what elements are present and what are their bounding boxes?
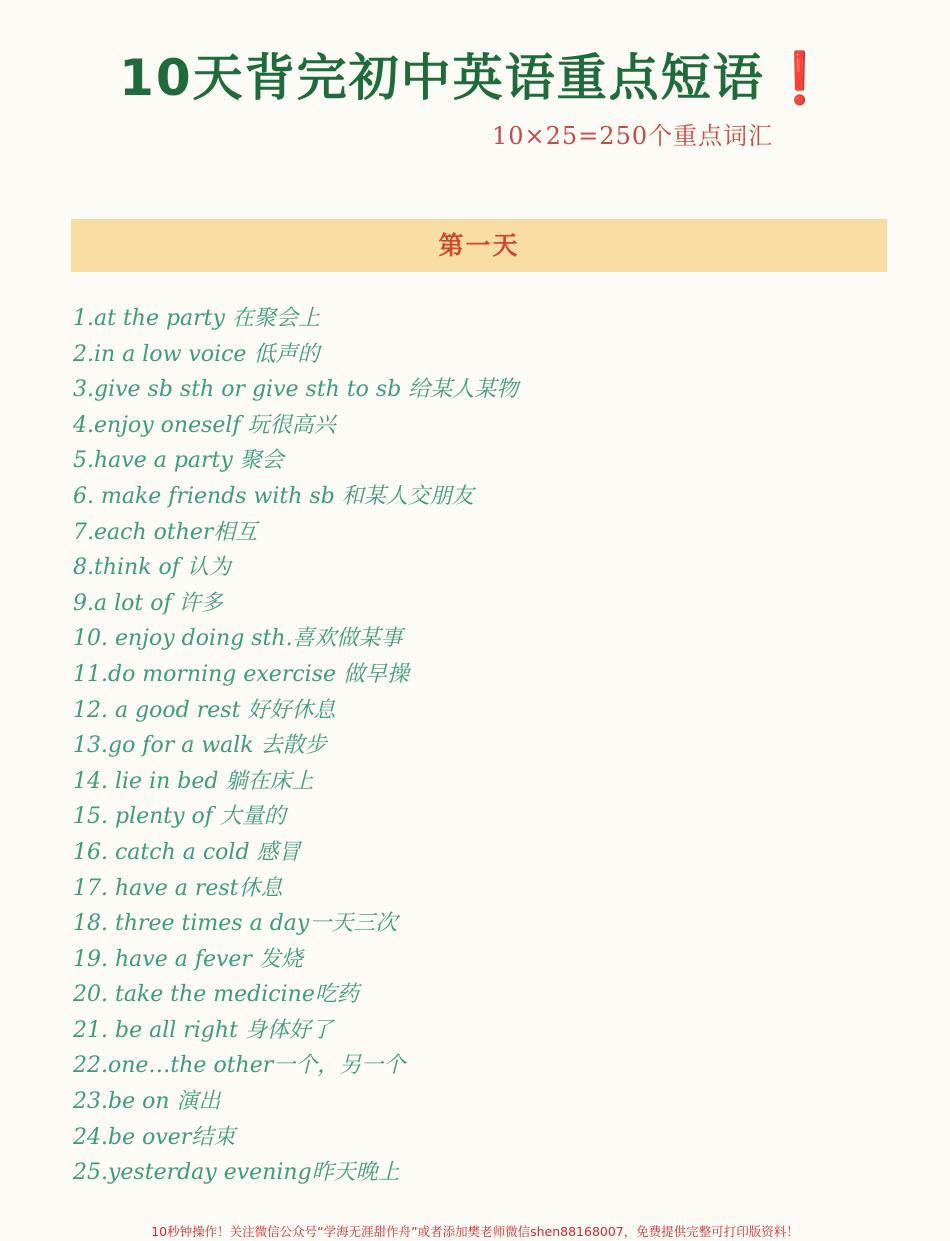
phrase-item: 18. three times a day一天三次 bbox=[73, 911, 398, 937]
phrase-item: 2.in a low voice 低声的 bbox=[73, 341, 320, 367]
phrase-item: 16. catch a cold 感冒 bbox=[73, 839, 301, 865]
phrase-item: 6. make friends with sb 和某人交朋友 bbox=[73, 483, 474, 509]
phrase-item: 5.have a party 聚会 bbox=[73, 448, 284, 474]
phrase-list bbox=[73, 301, 518, 1191]
phrase-item: 25.yesterday evening昨天晚上 bbox=[73, 1160, 400, 1186]
phrase-item: 9.a lot of 许多 bbox=[73, 590, 223, 616]
page-title: 10天背完初中英语重点短语 bbox=[119, 49, 765, 107]
phrase-item: 12. a good rest 好好休息 bbox=[73, 697, 336, 723]
phrase-item: 3.give sb sth or give sth to sb 给某人某物 bbox=[73, 377, 519, 403]
day-header-band bbox=[71, 219, 887, 272]
exclamation-icon: ❗ bbox=[768, 49, 831, 107]
phrase-item: 19. have a fever 发烧 bbox=[73, 946, 303, 972]
phrase-item: 15. plenty of 大量的 bbox=[73, 804, 286, 830]
phrase-item: 14. lie in bed 躺在床上 bbox=[73, 768, 314, 794]
phrase-item: 8.think of 认为 bbox=[73, 555, 231, 581]
phrase-item: 20. take the medicine吃药 bbox=[73, 982, 359, 1008]
title-area bbox=[0, 38, 950, 118]
phrase-item: 1.at the party 在聚会上 bbox=[73, 306, 320, 331]
phrase-item: 10. enjoy doing sth.喜欢做某事 bbox=[73, 626, 403, 652]
phrase-item: 11.do morning exercise 做早操 bbox=[73, 661, 410, 687]
footer-promo-text: 10秒钟操作！关注微信公众号“学海无涯甜作舟”或者添加樊老师微信shen88168007，免费提供完整可打印版资料！ bbox=[151, 1224, 799, 1239]
day-label: 第一天 bbox=[438, 231, 520, 260]
phrase-item: 21. be all right 身体好了 bbox=[73, 1017, 333, 1043]
phrase-item: 24.be over结束 bbox=[73, 1124, 236, 1150]
phrase-item: 13.go for a walk 去散步 bbox=[73, 733, 327, 759]
phrase-item: 22.one…the other一个，另一个 bbox=[73, 1053, 406, 1079]
page-subtitle: 10×25=250个重点词汇 bbox=[492, 122, 774, 150]
phrase-item: 23.be on 演出 bbox=[73, 1089, 221, 1115]
phrase-item: 7.each other相互 bbox=[73, 519, 258, 545]
phrase-item: 4.enjoy oneself 玩很高兴 bbox=[73, 412, 336, 438]
phrase-item: 17. have a rest休息 bbox=[73, 875, 283, 901]
